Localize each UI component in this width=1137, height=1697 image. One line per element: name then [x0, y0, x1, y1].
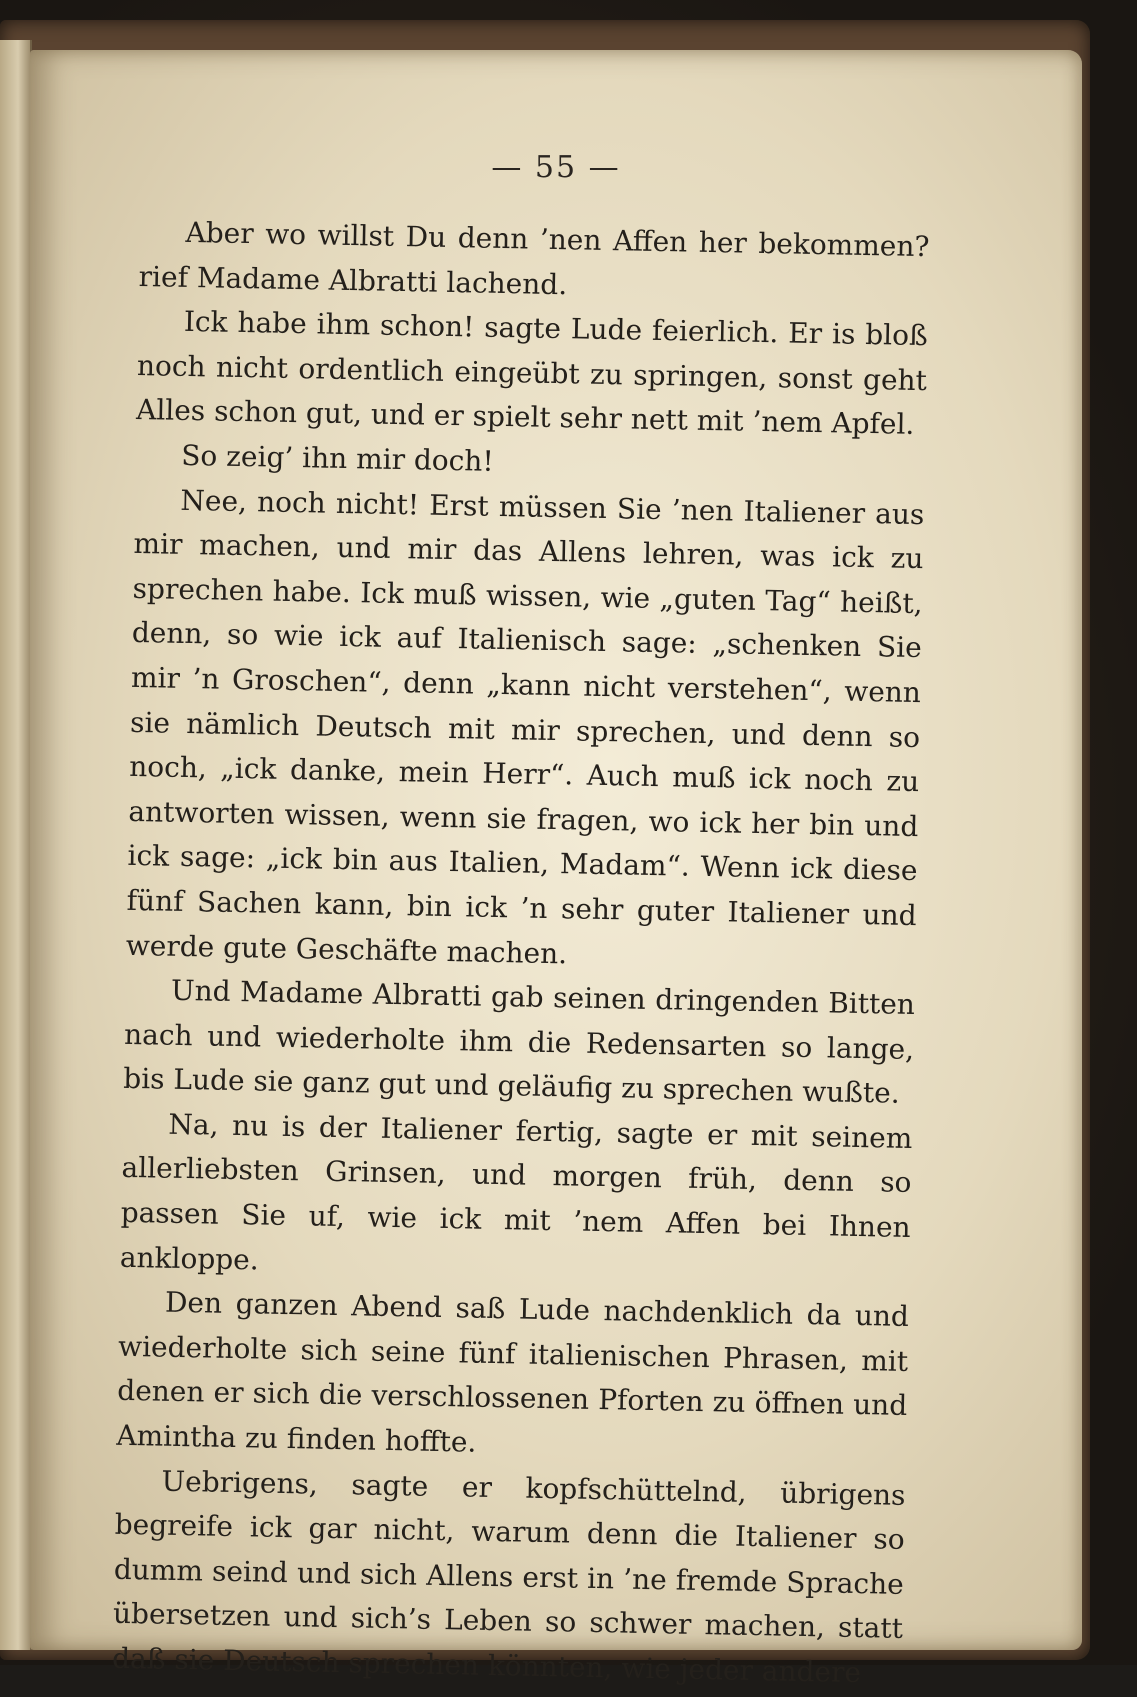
- paragraph: Und Madame Albratti gab seinen dringenden Bitten nach und wiederholte ihm die Redensarten so lange, bis Lude sie ganz gut und geläufig zu sprechen wußte.: [123, 973, 916, 1111]
- paragraph: Aber wo willst Du denn ’nen Affen her bekommen? rief Madame Albratti lachend.: [138, 215, 930, 301]
- left-page-edge: [0, 40, 32, 1650]
- text-block: [112, 210, 930, 1696]
- paragraph: Uebrigens, sagte er kopfschüttelnd, übrigens begreife ick gar nicht, warum denn die Italiener so dumm seind und sich Allens erst in ’ne fremde Sprache übersetzen und sich’s Leben so schwer machen, statt daß sie Deutsch sprechen könnten, wie jeder andere: [111, 1464, 906, 1690]
- paragraph: Den ganzen Abend saß Lude nachdenklich da und wiederholte sich seine fünf italienischen Phrasen, mit denen er sich die verschlossenen Pforten zu öffnen und Amintha zu finden hoffte.: [116, 1285, 910, 1459]
- paragraph: Ick habe ihm schon! sagte Lude feierlich. Er is bloß noch nicht ordentlich eingeübt zu springen, sonst geht Alles schon gut, und er spielt sehr nett mit ’nem Apfel.: [135, 305, 929, 442]
- paragraph: So zeig’ ihn mir doch!: [180, 438, 494, 478]
- paragraph: Nee, noch nicht! Erst müssen Sie ’nen Italiener aus mir machen, und mir das Allens lehren, was ick zu sprechen habe. Ick muß wissen, wie „guten Tag“ heißt, denn, so wie ick auf Italienisch sage: „schenken Sie mir ’n Groschen“, denn „kann nicht verstehen“, wenn sie nämlich Deutsch mit mir sprechen, und denn so noch, „ick danke, mein Herr“. Auch muß ick noch zu antworten wissen, wenn sie fragen, wo ick her bin und ick sage: „ick bin aus Italien, Madam“. Wenn ick diese fünf Sachen kann, bin ick ’n sehr guter Italiener und werde gute Geschäfte machen.: [125, 483, 925, 970]
- page: [30, 50, 1082, 1690]
- paragraph: Na, nu is der Italiener fertig, sagte er mit seinem allerliebsten Grinsen, und morgen früh, denn so passen Sie uf, wie ick mit ’nem Affen bei Ihnen ankloppe.: [119, 1107, 913, 1277]
- page-number: — 55 —: [491, 150, 621, 185]
